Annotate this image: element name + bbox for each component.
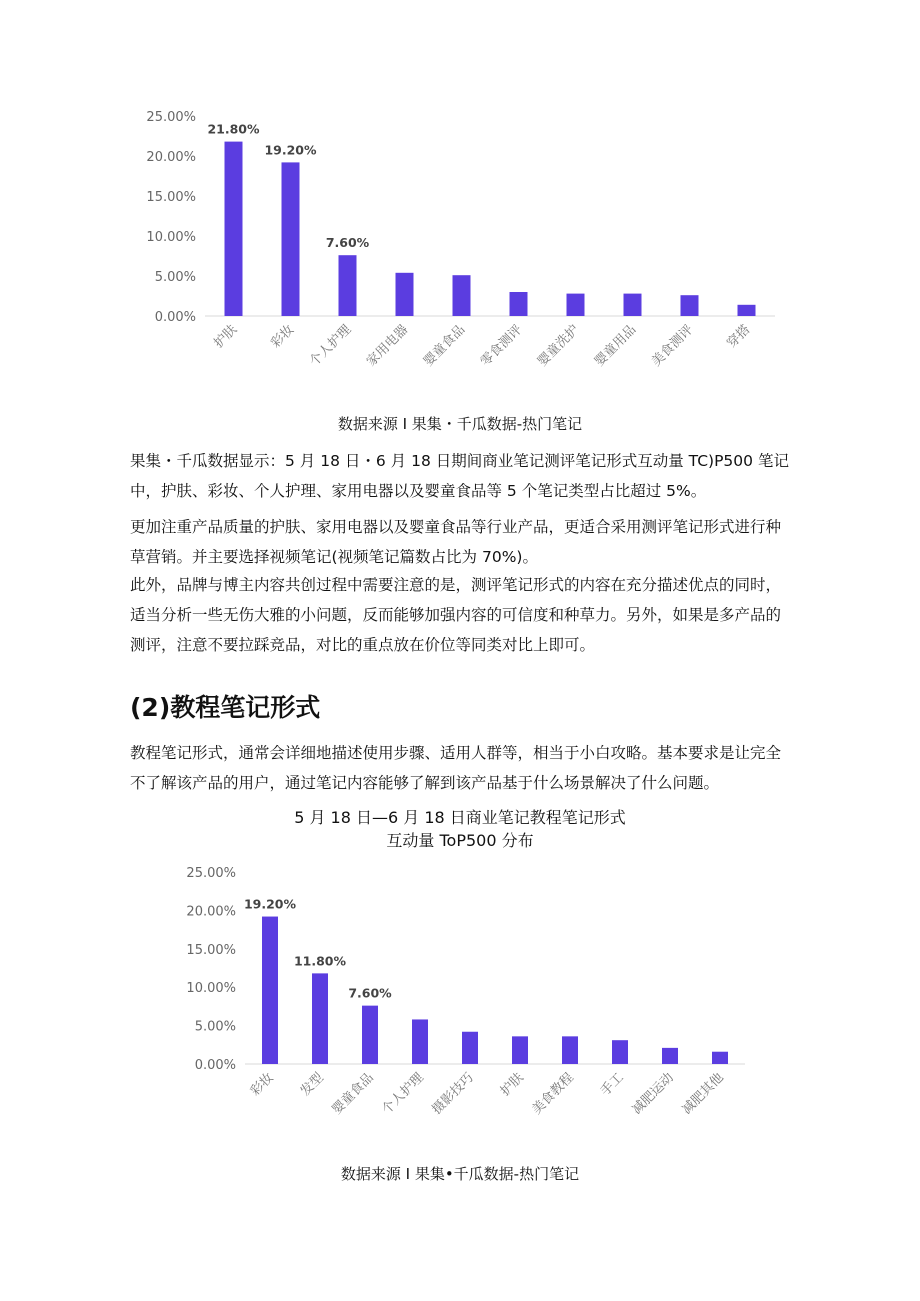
chart-1-bar	[453, 275, 471, 316]
chart-2-data-label: 11.80%	[293, 953, 347, 969]
chart-2-category-label: 美食教程	[529, 1070, 577, 1118]
chart-1-data-label: 7.60%	[325, 235, 370, 251]
chart-1	[130, 100, 790, 400]
chart-2-ytick-label: 0.00%	[194, 1058, 236, 1073]
paragraph-3: 此外，品牌与博主内容共创过程中需要注意的是，测评笔记形式的内容在充分描述优点的同时，适当分析一些无伤大雅的小问题，反而能够加强内容的可信度和种草力。另外，如果是多产品的测评，注意不要拉踩竞品，对比的重点放在价位等同类对比上即可。	[130, 576, 782, 654]
chart-2-category-label: 减肥其他	[679, 1070, 727, 1118]
chart-2-category-label: 手工	[597, 1070, 627, 1100]
chart-1-bar	[225, 142, 243, 316]
chart-1-category-label: 彩妆	[268, 322, 298, 352]
chart-1-bar	[282, 162, 300, 316]
paragraph-1: 果集・千瓜数据显示：5 月 18 日・6 月 18 日期间商业笔记测评笔记形式互动量 TC)P500 笔记中，护肤、彩妆、个人护理、家用电器以及婴童食品等 5 个笔记类型占比超过 5%。	[130, 452, 789, 500]
chart-2-ytick-label: 20.00%	[186, 904, 236, 920]
chart-1-category-label: 婴童用品	[591, 322, 640, 370]
chart-1-bar	[339, 255, 357, 316]
paragraph-2: 更加注重产品质量的护肤、家用电器以及婴童食品等行业产品，更适合采用测评笔记形式进行种草营销。并主要选择视频笔记(视频笔记篇数占比为 70%)。	[130, 518, 782, 566]
chart-2-data-label: 7.60%	[348, 985, 392, 1001]
chart-1-category-label: 婴童食品	[420, 322, 469, 370]
chart-2-ytick-label: 25.00%	[186, 866, 236, 881]
chart-1-category-label: 零食测评	[477, 322, 526, 370]
chart-2-bar	[712, 1052, 728, 1064]
chart-1-svg	[130, 100, 790, 400]
chart-2-bar	[662, 1048, 678, 1064]
chart-1-category-label: 护肤	[211, 322, 241, 352]
chart-1-ytick-label: 10.00%	[146, 230, 196, 245]
chart-1-ytick-label: 15.00%	[146, 190, 196, 205]
chart-1-category-label: 美食测评	[648, 322, 697, 370]
chart-1-ytick-label: 20.00%	[146, 150, 196, 165]
chart-1-ytick-label: 25.00%	[146, 110, 196, 125]
chart-1-bar	[738, 305, 756, 316]
section-heading: (2)教程笔记形式	[130, 693, 321, 722]
chart-2-ytick-label: 10.00%	[186, 981, 236, 997]
chart-2-category-label: 婴童食品	[329, 1070, 377, 1118]
chart-1-ytick-label: 5.00%	[154, 270, 196, 285]
chart-2-category-label: 护肤	[497, 1070, 527, 1100]
chart-1-bar	[567, 294, 585, 316]
chart-2-title-line2: 互动量 ToP500 分布	[386, 831, 534, 850]
chart-2	[170, 860, 750, 1145]
chart-2-title-line1: 5 月 18 日—6 月 18 日商业笔记教程笔记形式	[294, 808, 626, 827]
chart-1-category-label: 个人护理	[306, 322, 355, 370]
chart-1-category-label: 家用电器	[363, 322, 412, 370]
chart-2-bar	[562, 1036, 578, 1064]
chart-2-caption: 数据来源 I 果集•千瓜数据-热门笔记	[340, 1165, 580, 1183]
chart-1-data-label: 19.20%	[264, 142, 317, 158]
chart-2-category-label: 摄影技巧	[429, 1070, 477, 1118]
chart-1-bar	[510, 292, 528, 316]
chart-2-data-label: 19.20%	[243, 896, 297, 912]
chart-1-bar	[396, 273, 414, 316]
chart-2-bar	[262, 917, 278, 1064]
chart-2-ytick-label: 15.00%	[186, 942, 236, 958]
chart-1-bar	[624, 294, 642, 316]
chart-2-svg	[170, 860, 750, 1145]
chart-2-bar	[362, 1006, 378, 1064]
chart-2-category-label: 减肥运动	[629, 1070, 677, 1118]
chart-1-category-label: 穿搭	[724, 322, 754, 352]
chart-1-data-label: 21.80%	[207, 121, 260, 137]
chart-2-category-label: 彩妆	[247, 1070, 277, 1100]
chart-2-bar	[312, 973, 328, 1064]
chart-1-bar	[681, 295, 699, 316]
chart-2-bar	[612, 1040, 628, 1064]
chart-1-caption: 数据来源 I 果集・千瓜数据-热门笔记	[337, 415, 583, 433]
chart-2-ytick-label: 5.00%	[194, 1019, 236, 1035]
chart-2-bar	[512, 1036, 528, 1064]
chart-2-bar	[412, 1019, 428, 1064]
chart-1-ytick-label: 0.00%	[154, 310, 196, 325]
chart-2-category-label: 个人护理	[379, 1070, 427, 1118]
chart-2-category-label: 发型	[297, 1070, 327, 1100]
paragraph-4: 教程笔记形式，通常会详细地描述使用步骤、适用人群等，相当于小白攻略。基本要求是让完全不了解该产品的用户，通过笔记内容能够了解到该产品基于什么场景解决了什么问题。	[130, 744, 782, 792]
chart-1-category-label: 婴童洗护	[534, 322, 583, 370]
chart-2-bar	[462, 1032, 478, 1064]
chart-2-title	[0, 806, 920, 852]
